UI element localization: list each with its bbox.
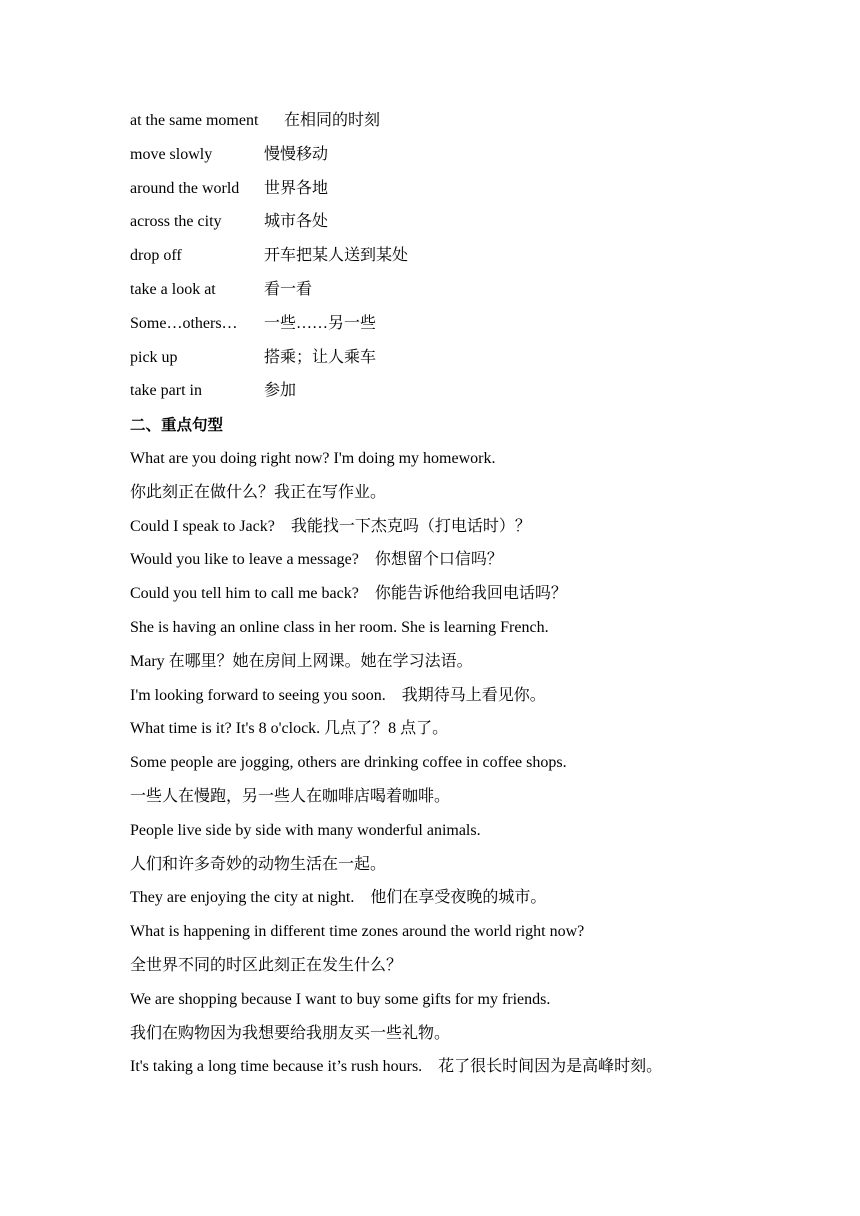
sentence-line — [130, 514, 770, 548]
phrase-chinese: 在相同的时刻 — [284, 112, 381, 129]
phrase-list — [130, 108, 770, 412]
phrase-row — [130, 277, 770, 311]
sentence-line — [130, 716, 770, 750]
sentence-translation: 你想留个口信吗？ — [374, 551, 503, 569]
document-page — [130, 108, 770, 1088]
phrase-chinese: 世界各地 — [264, 179, 329, 197]
phrase-row — [130, 243, 770, 277]
sentence-line — [130, 784, 770, 818]
sentence-line — [130, 446, 770, 480]
sentence-text: Would you like to leave a message? — [130, 551, 359, 569]
phrase-row — [130, 311, 770, 345]
phrase-row — [130, 209, 770, 243]
sentence-text: People live side by side with many wonderful animals. — [130, 821, 481, 839]
sentence-line — [130, 547, 770, 581]
sentence-text: Could I speak to Jack? — [130, 517, 275, 535]
sentence-text: Mary 在哪里？她在房间上网课。她在学习法语。 — [130, 652, 473, 670]
sentence-text: Could you tell him to call me back? — [130, 585, 359, 603]
sentence-text: It's taking a long time because it’s rush hours. — [130, 1058, 423, 1076]
sentence-translation: 我期待马上看见你。 — [401, 686, 546, 704]
sentence-line — [130, 818, 770, 852]
phrase-chinese: 搭乘；让人乘车 — [264, 348, 377, 366]
phrase-row — [130, 345, 770, 379]
sentence-line — [130, 750, 770, 784]
sentence-text: Some people are jogging, others are drinking coffee in coffee shops. — [130, 754, 567, 772]
sentence-translation: 他们在享受夜晚的城市。 — [370, 889, 547, 907]
sentence-line — [130, 987, 770, 1021]
phrase-english: at the same moment — [130, 112, 259, 129]
section-heading: 二、重点句型 — [130, 416, 224, 435]
sentence-text: We are shopping because I want to buy some gifts for my friends. — [130, 990, 551, 1008]
sentence-list — [130, 446, 770, 1088]
sentence-text: 一些人在慢跑，另一些人在咖啡店喝着咖啡。 — [130, 787, 451, 805]
sentence-line — [130, 480, 770, 514]
sentence-text: They are enjoying the city at night. — [130, 889, 355, 907]
sentence-line — [130, 885, 770, 919]
phrase-row — [130, 176, 770, 210]
phrase-row — [130, 378, 770, 412]
sentence-line — [130, 683, 770, 717]
sentence-line — [130, 953, 770, 987]
sentence-text: What are you doing right now? I'm doing my homework. — [130, 449, 496, 467]
phrase-chinese: 参加 — [264, 382, 297, 400]
sentence-line — [130, 615, 770, 649]
sentence-translation: 你能告诉他给我回电话吗？ — [374, 585, 567, 603]
sentence-line — [130, 1054, 770, 1088]
sentence-text: 人们和许多奇妙的动物生活在一起。 — [130, 855, 387, 873]
phrase-chinese: 看一看 — [264, 280, 313, 298]
sentence-text: 我们在购物因为我想要给我朋友买一些礼物。 — [130, 1024, 451, 1042]
sentence-text: I'm looking forward to seeing you soon. — [130, 686, 386, 704]
phrase-english: Some…others… — [130, 314, 238, 332]
sentence-text: She is having an online class in her room. She is learning French. — [130, 618, 549, 636]
phrase-row — [130, 142, 770, 176]
phrase-chinese: 慢慢移动 — [264, 145, 329, 163]
sentence-translation: 花了很长时间因为是高峰时刻。 — [438, 1058, 663, 1076]
sentence-line — [130, 581, 770, 615]
sentence-text: What is happening in different time zones around the world right now? — [130, 923, 585, 941]
phrase-chinese: 一些……另一些 — [264, 314, 377, 332]
sentence-line — [130, 852, 770, 886]
phrase-row — [130, 108, 770, 142]
sentence-line — [130, 649, 770, 683]
phrase-chinese: 城市各处 — [264, 213, 329, 231]
sentence-text: 你此刻正在做什么？我正在写作业。 — [130, 483, 387, 501]
phrase-chinese: 开车把某人送到某处 — [264, 247, 409, 265]
sentence-translation: 我能找一下杰克吗（打电话时）？ — [290, 517, 531, 535]
sentence-line — [130, 919, 770, 953]
phrase-english: pick up — [130, 348, 178, 366]
phrase-english: move slowly — [130, 145, 213, 163]
phrase-english: take a look at — [130, 280, 216, 298]
phrase-english: across the city — [130, 213, 222, 231]
sentence-text: 全世界不同的时区此刻正在发生什么？ — [130, 956, 403, 974]
phrase-english: drop off — [130, 247, 182, 265]
phrase-english: take part in — [130, 382, 202, 400]
phrase-english: around the world — [130, 179, 240, 197]
sentence-text: What time is it? It's 8 o'clock. 几点了？8 点了。 — [130, 720, 449, 738]
sentence-line — [130, 1021, 770, 1055]
